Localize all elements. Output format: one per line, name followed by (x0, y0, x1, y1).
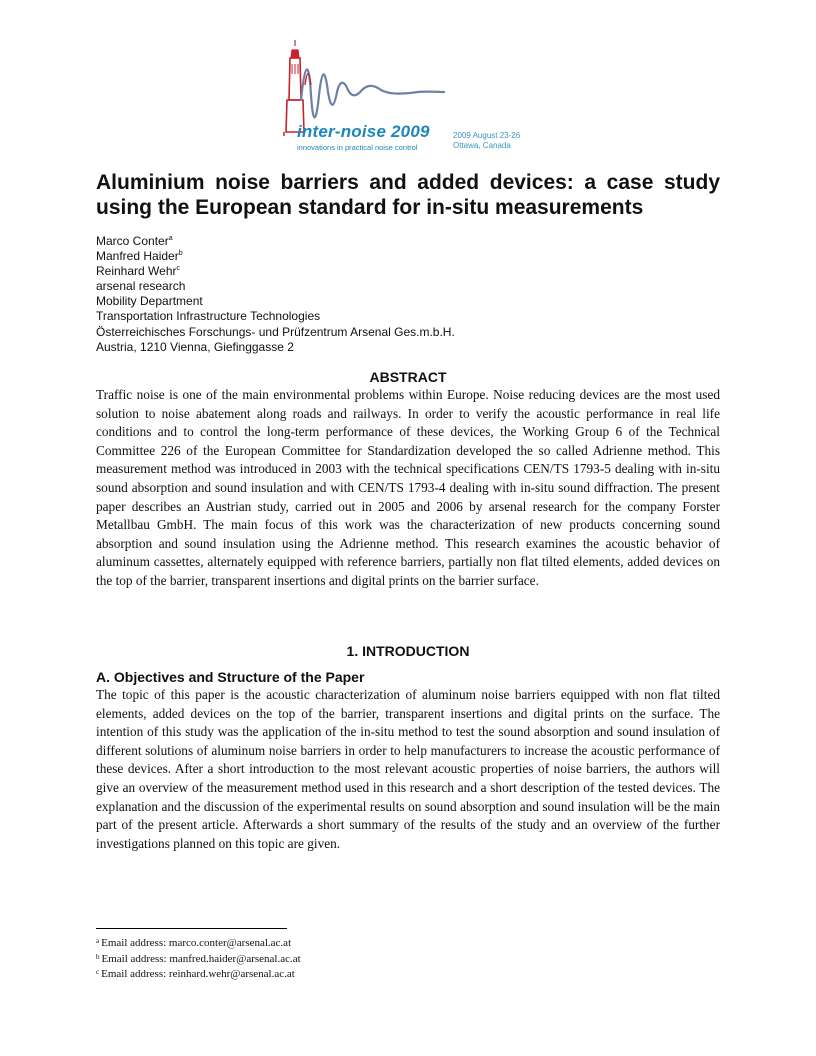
footnote-divider (96, 928, 287, 929)
affiliation-line: arsenal research (96, 279, 186, 294)
conference-location: Ottawa, Canada (453, 141, 511, 150)
author-mark: b (178, 250, 183, 258)
conference-name: inter-noise 2009 (297, 122, 430, 141)
abstract-heading: ABSTRACT (369, 369, 447, 385)
author-mark: a (168, 235, 173, 242)
conference-tagline: innovations in practical noise control (297, 143, 418, 152)
affiliation-line: Mobility Department (96, 294, 203, 309)
footnote (96, 936, 301, 952)
conference-date-location (453, 131, 520, 151)
author-mark: c (176, 265, 180, 273)
footnote (96, 967, 301, 983)
subsection-heading: A. Objectives and Structure of the Paper (96, 669, 365, 685)
author-block (96, 234, 455, 355)
footnote-text[interactable]: Email address: marco.conter@arsenal.ac.at (101, 937, 292, 949)
author-line (96, 234, 455, 249)
affiliation-line: Österreichisches Forschungs- und Prüfzentrum Arsenal Ges.m.b.H. (96, 324, 455, 339)
affiliation-line: Austria, 1210 Vienna, Giefinggasse 2 (96, 339, 294, 354)
author-name: Marco Conter (96, 234, 169, 248)
abstract-text: Traffic noise is one of the main environmental problems within Europe. Noise reducing devices are the most used solution to noise abatement along roads and railways. In order to verify the acoustic performance in real life conditions and to control the long-term performance of these devices, the Working Group 6 of the Technical Committee 226 of the European Committee for Standardization developed the so called Adrienne method. This measurement method was introduced in 2003 with the technical specifications CEN/TS 1793-5 dealing with in-situ sound absorption and sound insulation and with CEN/TS 1793-4 dealing with in-situ sound diffraction. The present paper describes an Austrian study, carried out in 2005 and 2006 by arsenal research for the company Forster Metallbau GmbH. The main focus of this work was the characterization of new products concerning sound absorption and sound insulation using the Adrienne method. This research examines the acoustic behavior of aluminum cassettes, alternately equipped with reference barriers, partially non flat tilted elements, added devices on the top of the barrier, transparent insertions and digital prints on the barrier surface. (96, 387, 720, 588)
paper-title: Aluminium noise barriers and added devices: a case study using the European standard for in-situ measurements (96, 171, 720, 219)
section-heading: 1. INTRODUCTION (346, 643, 470, 659)
footnote-mark: b (96, 952, 100, 961)
introduction-text: The topic of this paper is the acoustic characterization of aluminum noise barriers equipped with non flat tilted elements, added devices on the top of the barrier, transparent insertions and digital prints on the surface. The intention of this study was the application of the in-situ method to test the sound absorption and sound insulation of different solutions of aluminum noise barriers in order to help manufacturers to increase the acoustic performance of these devices. After a short introduction to the most relevant acoustic properties of noise barriers, the authors will give an overview of the measurement method used in this research and a short description of the tested devices. The explanation and the discussion of the experimental results on sound absorption and sound insulation will be the main part of the present article. Afterwards a short summary of the results of the study and an overview of the further investigations planned on this topic are given. (96, 687, 720, 851)
author-name: Reinhard Wehr (96, 264, 177, 279)
conference-logo (278, 40, 538, 158)
footnote-mark: c (96, 968, 100, 976)
footnote-mark: a (96, 937, 100, 945)
author-line (96, 264, 455, 279)
conference-date: 2009 August 23-26 (453, 131, 521, 140)
footnote-text[interactable]: Email address: reinhard.wehr@arsenal.ac.at (101, 968, 295, 980)
affiliation-line: Transportation Infrastructure Technologies (96, 309, 321, 324)
author-name: Manfred Haider (96, 249, 179, 264)
author-line (96, 249, 455, 264)
footnote (96, 952, 301, 968)
footnote-text[interactable]: Email address: manfred.haider@arsenal.ac.at (101, 952, 301, 965)
footnotes (96, 936, 301, 983)
